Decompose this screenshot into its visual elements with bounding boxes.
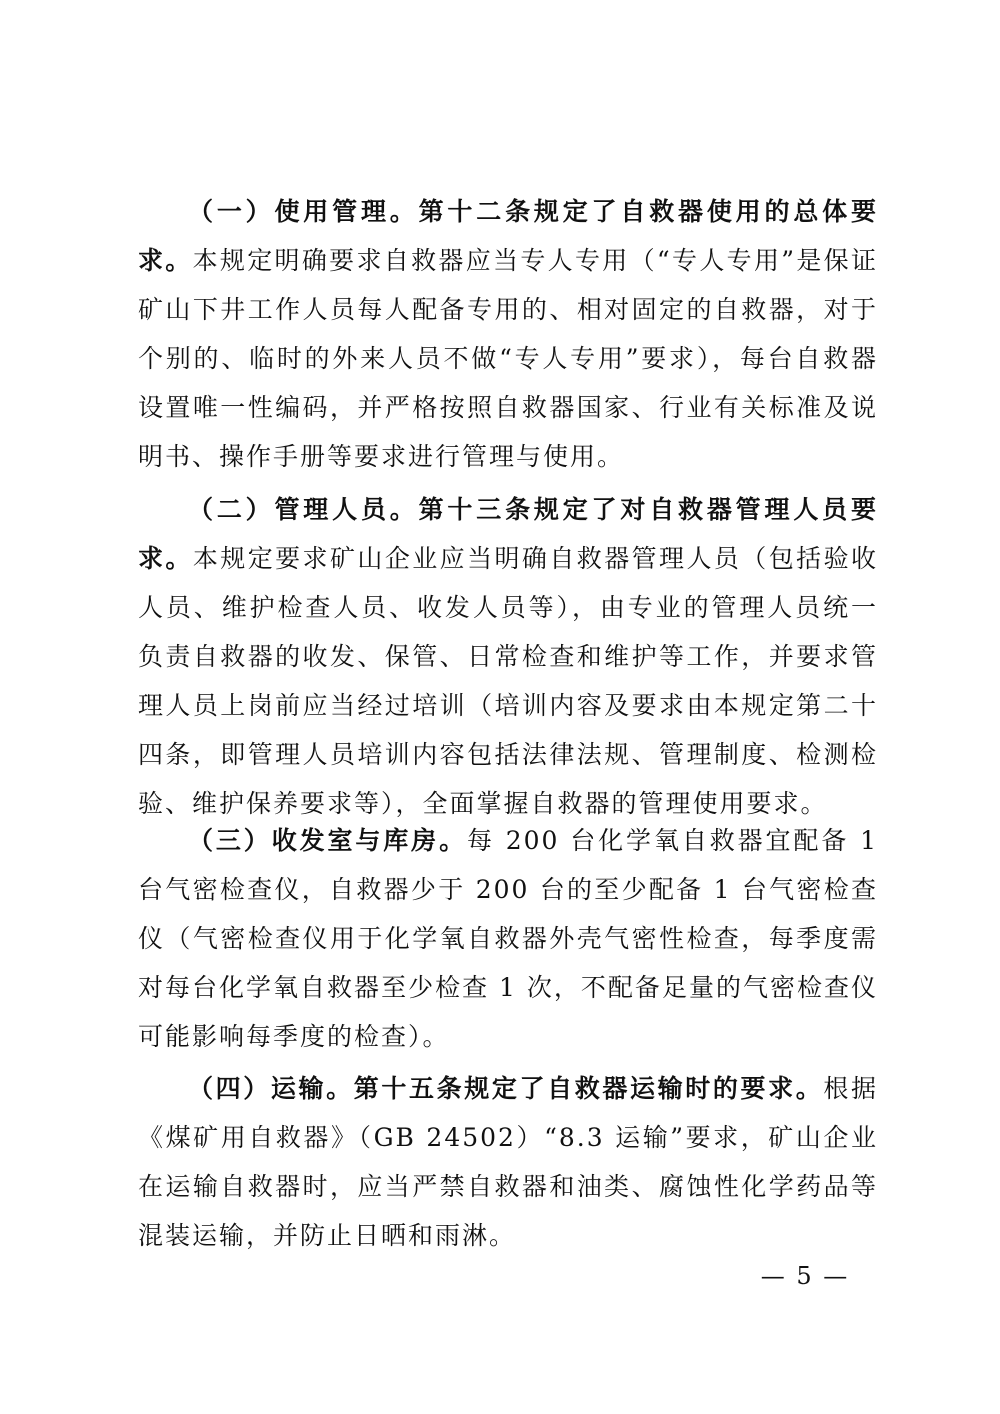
section-heading: （二）管理人员。 xyxy=(188,495,419,524)
section-usage-management xyxy=(138,187,878,481)
section-body: 根据《煤矿用自救器》（GB 24502）“8.3 运输”要求，矿山企业在运输自救器时，应当严禁自救器和油类、腐蚀性化学药品等混装运输，并防止日晒和雨淋。 xyxy=(138,1074,878,1250)
section-body: 本规定明确要求自救器应当专人专用（“专人专用”是保证矿山下井工作人员每人配备专用的、相对固定的自救器，对于个别的、临时的外来人员不做“专人专用”要求），每台自救器设置唯一性编码，并严格按照自救器国家、行业有关标准及说明书、操作手册等要求进行管理与使用。 xyxy=(138,246,878,471)
section-body: 每 200 台化学氧自救器宜配备 1 台气密检查仪，自救器少于 200 台的至少配备 1 台气密检查仪（气密检查仪用于化学氧自救器外壳气密性检查，每季度需对每台化学氧自救器至少检查 1 次，不配备足量的气密检查仪可能影响每季度的检查）。 xyxy=(138,826,878,1051)
section-heading: （一）使用管理。 xyxy=(188,197,419,226)
section-transport xyxy=(138,1064,878,1260)
section-distribution-room xyxy=(138,816,878,1061)
section-lead: 第十五条规定了自救器运输时的要求。 xyxy=(353,1074,824,1103)
section-body: 本规定要求矿山企业应当明确自救器管理人员（包括验收人员、维护检查人员、收发人员等），由专业的管理人员统一负责自救器的收发、保管、日常检查和维护等工作，并要求管理人员上岗前应当经过培训（培训内容及要求由本规定第二十四条，即管理人员培训内容包括法律法规、管理制度、检测检验、维护保养要求等），全面掌握自救器的管理使用要求。 xyxy=(138,544,878,818)
section-heading: （四）运输。 xyxy=(188,1074,354,1103)
section-management-personnel xyxy=(138,485,878,828)
section-heading: （三）收发室与库房。 xyxy=(188,826,467,855)
section-lead: 第十三条规定了对自救器管理人员要求。 xyxy=(138,495,878,573)
section-lead: 第十二条规定了自救器使用的总体要求。 xyxy=(138,197,878,275)
page-number: — 5 — xyxy=(760,1262,850,1290)
